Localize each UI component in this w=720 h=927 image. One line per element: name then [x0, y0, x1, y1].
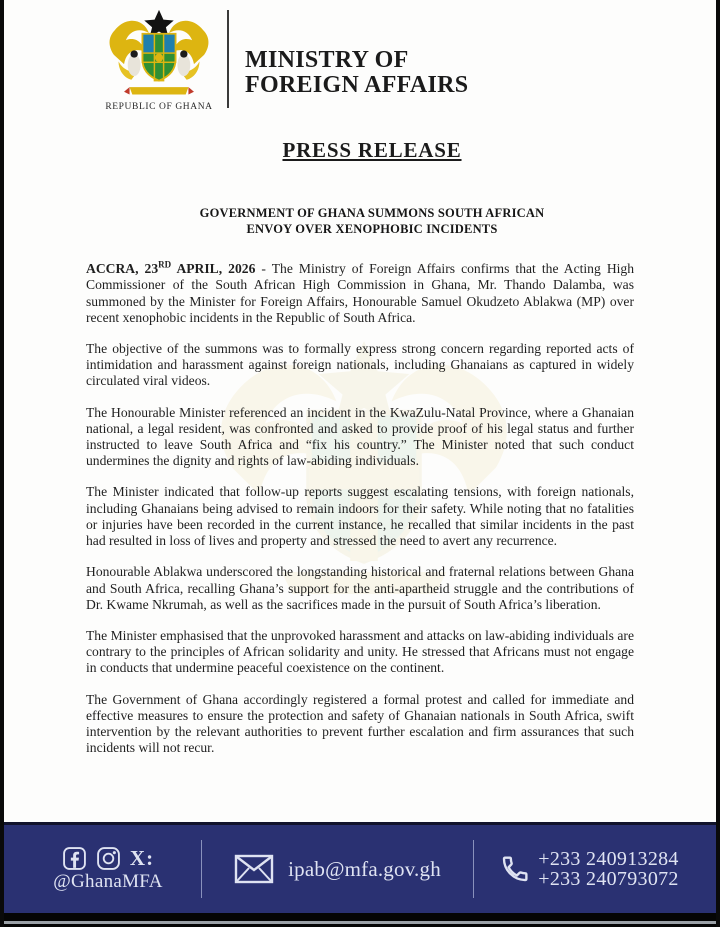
phone-icon	[500, 854, 530, 884]
header-divider	[227, 10, 229, 108]
contact-footer	[4, 822, 716, 913]
ministry-title	[245, 48, 468, 99]
ministry-title-line1: MINISTRY OF	[245, 47, 409, 73]
phone-number-1[interactable]: +233 240913284	[538, 847, 679, 870]
social-handle[interactable]: @GhanaMFA	[53, 870, 163, 892]
paragraph: The Honourable Minister referenced an incident in the KwaZulu-Natal Province, where a Ghanaian national, a legal resident, was confronted and asked to provide proof of his legal status and further instructed to leave South Africa and “fix his country.” The Minister noted that such conduct undermines the dignity and rights of law-abiding individuals.	[86, 404, 634, 469]
footer-divider	[473, 840, 475, 898]
paragraph: The Minister indicated that follow-up reports suggest escalating tensions, with foreign nationals, including Ghanaians being advised to remain indoors for their safety. While noting that no fatalities or injuries have been recorded in the current instance, he recalled that similar incidents in the past had resulted in loss of lives and property and stressed the need to avert any recurrence.	[86, 484, 634, 549]
paragraph: The Government of Ghana accordingly registered a formal protest and called for immediate and effective measures to ensure the protection and safety of Ghanaian nationals in South Africa, swift intervention by the relevant authorities to prevent further escalation and firm assurances that such incidents will not recur.	[86, 691, 634, 756]
paragraph: The Minister emphasised that the unprovoked harassment and attacks on law-abiding individuals are contrary to the principles of African solidarity and unity. He stressed that Africans must not engage in conducts that undermine peaceful coexistence on the continent.	[86, 627, 634, 676]
page-bottom-edge	[4, 913, 716, 927]
email-section	[205, 854, 470, 884]
x-twitter-icon[interactable]: X:	[129, 845, 155, 870]
ghana-coat-of-arms-icon	[100, 8, 218, 100]
phone-number-2[interactable]: +233 240793072	[538, 868, 679, 890]
letterhead	[4, 0, 716, 112]
bottom-gray-line	[4, 921, 716, 924]
phone-section	[477, 849, 702, 890]
ministry-title-line2: FOREIGN AFFAIRS	[245, 72, 469, 99]
document-headline	[28, 206, 716, 237]
body-text	[86, 261, 634, 756]
headline-line2: ENVOY OVER XENOPHOBIC INCIDENTS	[246, 221, 498, 236]
coat-of-arms-block	[97, 8, 221, 112]
paragraph-lead	[86, 261, 634, 326]
social-section	[18, 846, 198, 893]
email-address[interactable]: ipab@mfa.gov.gh	[288, 856, 441, 881]
dateline: ACCRA, 23RD APRIL, 2026	[86, 259, 262, 277]
paragraph: Honourable Ablakwa underscored the longstanding historical and fraternal relations between Ghana and South Africa, recalling Ghana’s support for the anti-apartheid struggle and the contributions of Dr. Kwame Nkrumah, as well as the sacrifices made in the pursuit of South Africa’s liberation.	[86, 564, 634, 612]
footer-divider	[201, 840, 203, 898]
instagram-icon[interactable]	[96, 846, 121, 871]
press-release-heading: PRESS RELEASE	[282, 138, 462, 162]
lead-text: - The Ministry of Foreign Affairs confirms that the Acting High Commissioner of the South African High Commission in Ghana, Mr. Thando Dalamba, was summoned by the Minister for Foreign Affairs, Honourable Samuel Okudzeto Ablakwa (MP) over recent xenophobic incidents in the Republic of South Africa.	[86, 261, 635, 325]
paragraph: The objective of the summons was to formally express strong concern regarding reported acts of intimidation and harassment against foreign nationals, including Ghanaians as captured in widely circulated viral videos.	[86, 341, 634, 389]
facebook-icon[interactable]	[62, 846, 87, 871]
headline-line1: GOVERNMENT OF GHANA SUMMONS SOUTH AFRICAN	[199, 206, 545, 220]
seal-label: REPUBLIC OF GHANA	[105, 102, 213, 112]
envelope-icon	[234, 854, 274, 884]
